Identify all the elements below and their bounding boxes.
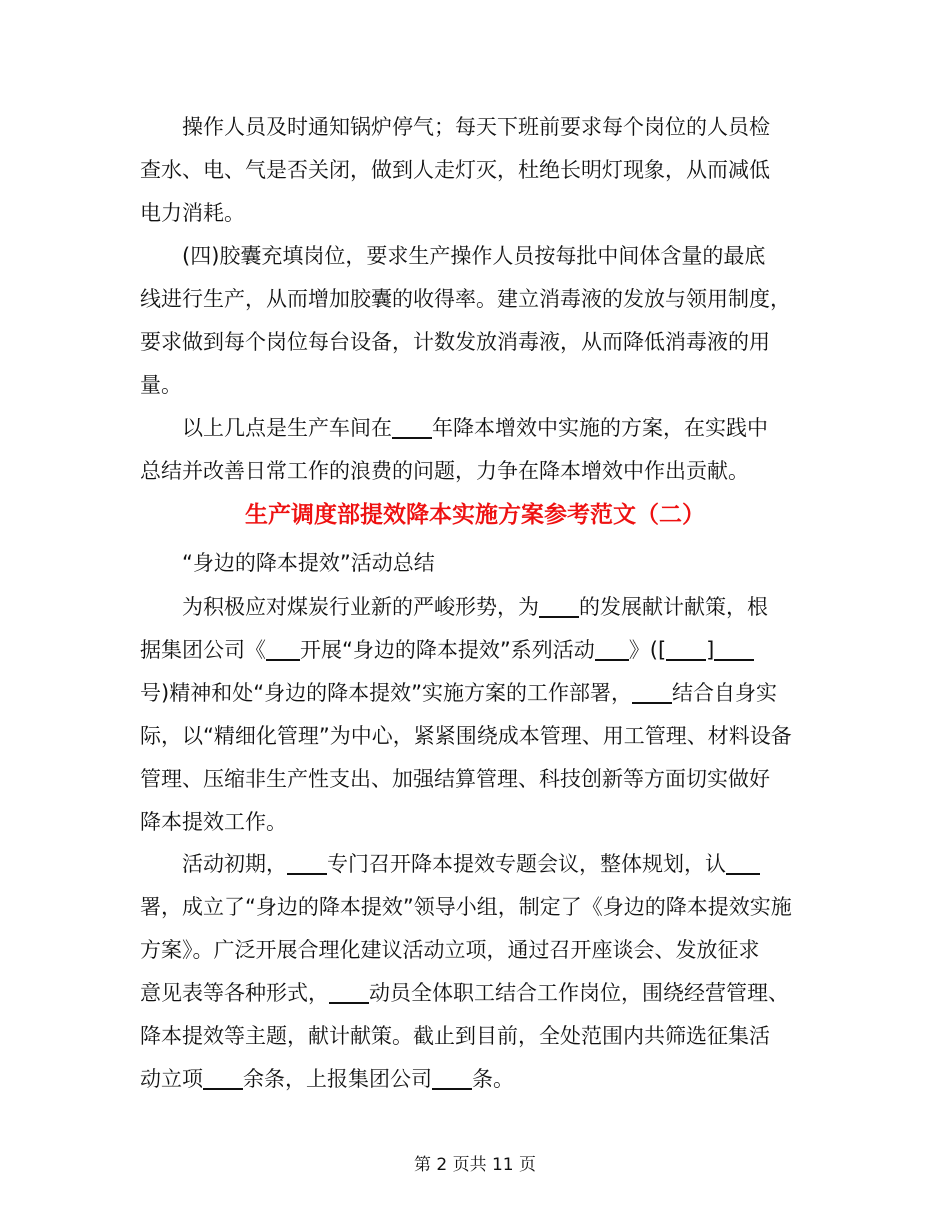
paragraph-boiler-energy [140,106,820,235]
text-fragment: 专门召开降本提效专题会议，整体规划，认 [327,852,726,876]
text-line: 方案》。广泛开展合理化建议活动立项，通过召开座谈会、发放征求 [140,938,760,962]
paragraph-activity-start [140,843,820,1101]
fill-in-blank [595,637,629,661]
paragraph-conclusion [140,407,820,493]
text-line [140,672,820,715]
text-fragment: ] [706,638,715,662]
text-line: 量。 [140,373,182,397]
text-line [140,843,820,886]
text-fragment: 的发展献计献策，根 [579,595,768,619]
text-line: 署，成立了“身边的降本提效”领导小组，制定了《身边的降本提效实施 [140,895,792,919]
text-fragment: 意见表等各种形式， [140,981,329,1005]
text-fragment: 动立项 [140,1067,203,1091]
text-fragment: 据集团公司《 [140,638,266,662]
text-fragment: 余条，上报集团公司 [243,1067,432,1091]
text-line: 操作人员及时通知锅炉停气；每天下班前要求每个岗位的人员检 [140,115,770,139]
text-fragment: 开展“身边的降本提效”系列活动 [300,638,595,662]
text-line [140,407,820,450]
text-fragment: 活动初期， [140,852,287,876]
text-line [140,629,820,672]
paragraph-capsule-filling [140,235,820,407]
text-fragment: 为积极应对煤炭行业新的严峻形势，为 [140,595,539,619]
text-line: 降本提效工作。 [140,810,287,834]
text-line: 管理、压缩非生产性支出、加强结算管理、科技创新等方面切实做好 [140,767,770,791]
text-line: 线进行生产，从而增加胶囊的收得率。建立消毒液的发放与领用制度， [140,287,791,311]
fill-in-blank [203,1066,243,1090]
text-fragment: 以上几点是生产车间在 [140,416,392,440]
fill-in-blank [666,637,706,661]
fill-in-blank [539,594,579,618]
page-number-footer: 第 2 页共 11 页 [413,1155,537,1175]
text-line: 电力消耗。 [140,201,245,225]
subtitle-activity-summary [140,542,820,585]
text-line: “身边的降本提效”活动总结 [140,551,435,575]
text-line: 查水、电、气是否关闭，做到人走灯灭，杜绝长明灯现象，从而减低 [140,158,770,182]
text-line: (四)胶囊充填岗位，要求生产操作人员按每批中间体含量的最底 [140,244,766,268]
text-fragment: 结合自身实 [671,681,777,705]
text-line [140,1058,820,1101]
text-fragment: 条。 [472,1067,514,1091]
fill-in-blank [266,637,300,661]
text-line [140,972,820,1015]
fill-in-blank [714,637,754,661]
text-line: 际，以“精细化管理”为中心，紧紧围绕成本管理、用工管理、材料设备 [140,724,792,748]
paragraph-background [140,586,820,844]
fill-in-blank [632,680,672,704]
text-fragment: 动员全体职工结合工作岗位，围绕经营管理、 [369,981,789,1005]
text-line: 要求做到每个岗位每台设备，计数发放消毒液，从而降低消毒液的用 [140,330,770,354]
text-fragment: 号)精神和处“身边的降本提效”实施方案的工作部署， [140,681,632,705]
text-fragment: 年降本增效中实施的方案，在实践中 [432,416,768,440]
fill-in-blank [432,1066,472,1090]
text-line [140,586,820,629]
text-fragment: 》([ [628,638,667,662]
fill-in-blank [287,851,327,875]
text-line: 总结并改善日常工作的浪费的问题，力争在降本增效中作出贡献。 [140,459,749,483]
fill-in-blank [392,415,432,439]
text-line: 降本提效等主题，献计献策。截止到目前，全处范围内共筛选征集活 [140,1024,770,1048]
fill-in-blank [726,851,760,875]
section-title: 生产调度部提效降本实施方案参考范文（二） [245,502,705,528]
fill-in-blank [329,980,369,1004]
